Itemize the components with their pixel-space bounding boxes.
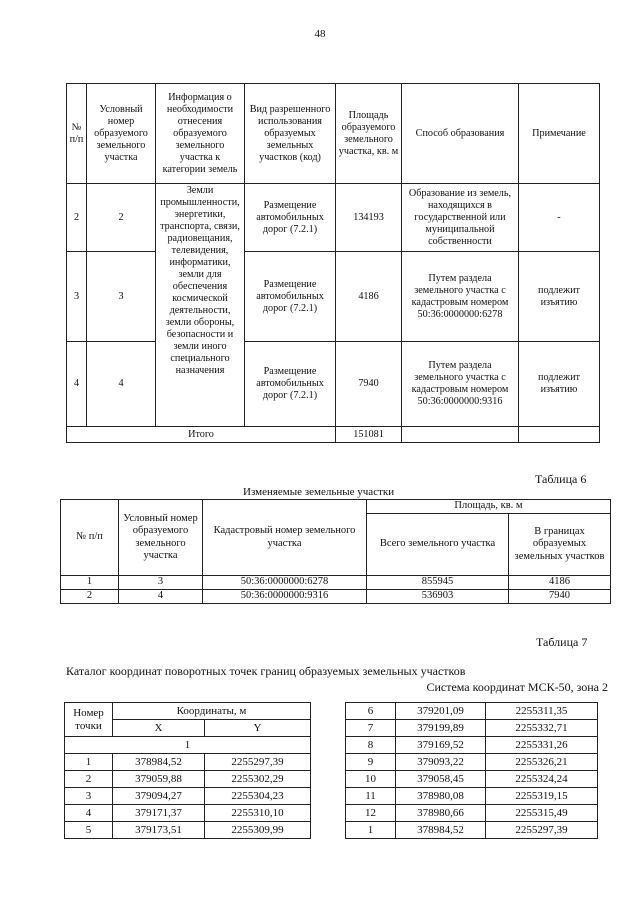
- table-row: [65, 822, 311, 839]
- cell-x: 379169,52: [396, 737, 486, 754]
- land-plots-table: [66, 83, 600, 443]
- header-cell: Условный номер образуемого земельного участка: [87, 84, 156, 184]
- cell-n: 4: [67, 342, 87, 427]
- cell-y: 2255332,71: [486, 720, 598, 737]
- cell-x: 379171,37: [113, 805, 205, 822]
- cell-n: 2: [67, 184, 87, 252]
- header-cell: Вид разрешенного использования образуемых земельных участков (код): [245, 84, 336, 184]
- cell-n: 2: [61, 590, 119, 604]
- changed-plots-table: [60, 499, 611, 604]
- header-cell: № п/п: [67, 84, 87, 184]
- table6-title: Изменяемые земельные участки: [243, 486, 395, 498]
- cell-area: 4186: [336, 252, 402, 342]
- cell-within: 7940: [509, 590, 611, 604]
- table-row: [346, 788, 598, 805]
- total-value: 151081: [336, 427, 402, 443]
- cell-y: 2255324,24: [486, 771, 598, 788]
- coords-table-left: [64, 702, 311, 839]
- header-cell: Способ образования: [402, 84, 519, 184]
- table6-caption: Таблица 6: [535, 472, 587, 486]
- cell-y: 2255326,21: [486, 754, 598, 771]
- cell-y: 2255311,35: [486, 703, 598, 720]
- cell-n: 3: [67, 252, 87, 342]
- header-coords: Координаты, м: [113, 703, 311, 720]
- table-row: [346, 771, 598, 788]
- cell-point: 8: [346, 737, 396, 754]
- table-row: [346, 754, 598, 771]
- header-cell: Площадь, кв. м: [367, 500, 611, 514]
- cell-num: 3: [87, 252, 156, 342]
- table-row: [61, 576, 611, 590]
- cell-note: подлежит изъятию: [519, 342, 600, 427]
- cell-point: 2: [65, 771, 113, 788]
- cell-total: 536903: [367, 590, 509, 604]
- total-row: [67, 427, 600, 443]
- cell-num: 4: [87, 342, 156, 427]
- cell-y: 2255315,49: [486, 805, 598, 822]
- cell-point: 11: [346, 788, 396, 805]
- cell-note: подлежит изъятию: [519, 252, 600, 342]
- cell-point: 7: [346, 720, 396, 737]
- cell-method: Образование из земель, находящихся в государственной или муниципальной собственности: [402, 184, 519, 252]
- cell-point: 6: [346, 703, 396, 720]
- coords-table-right: [345, 702, 598, 839]
- table-row: [346, 720, 598, 737]
- cell-y: 2255297,39: [205, 754, 311, 771]
- cell-x: 379093,22: [396, 754, 486, 771]
- page-number: 48: [314, 28, 326, 40]
- cell-x: 379058,45: [396, 771, 486, 788]
- header-cell: № п/п: [61, 500, 119, 576]
- cell-method: Путем раздела земельного участка с кадастровым номером 50:36:0000000:9316: [402, 342, 519, 427]
- cell-x: 378984,52: [396, 822, 486, 839]
- header-cell: Кадастровый номер земельного участка: [203, 500, 367, 576]
- total-label: Итого: [67, 427, 336, 443]
- cell-cad: 50:36:0000000:9316: [203, 590, 367, 604]
- table-row: [65, 788, 311, 805]
- cell-point: 9: [346, 754, 396, 771]
- cell-use: Размещение автомобильных дорог (7.2.1): [245, 252, 336, 342]
- cell-use: Размещение автомобильных дорог (7.2.1): [245, 184, 336, 252]
- cell-note: -: [519, 184, 600, 252]
- cell-y: 2255319,15: [486, 788, 598, 805]
- cell-cad: 50:36:0000000:6278: [203, 576, 367, 590]
- table-row: [346, 805, 598, 822]
- table-row: [65, 754, 311, 771]
- section-row: [65, 737, 311, 754]
- table7-title: Каталог координат поворотных точек границ образуемых земельных участков: [66, 664, 466, 678]
- cell-y: 2255331,26: [486, 737, 598, 754]
- cell-point: 12: [346, 805, 396, 822]
- header-cell: В границах образуемых земельных участков: [509, 514, 611, 576]
- cell-within: 4186: [509, 576, 611, 590]
- cell-x: 379094,27: [113, 788, 205, 805]
- cell-use: Размещение автомобильных дорог (7.2.1): [245, 342, 336, 427]
- cell-num: 2: [87, 184, 156, 252]
- cell-num: 3: [119, 576, 203, 590]
- cell-y: 2255310,10: [205, 805, 311, 822]
- table-row: [67, 342, 600, 427]
- cell-total: 855945: [367, 576, 509, 590]
- header-cell: Информация о необходимости отнесения образуемого земельного участка к категории земель: [156, 84, 245, 184]
- cell-point: 3: [65, 788, 113, 805]
- cell-point: 1: [65, 754, 113, 771]
- table7-caption: Таблица 7: [536, 635, 588, 649]
- cell-x: 379059,88: [113, 771, 205, 788]
- table-row: [67, 184, 600, 252]
- cell-x: 379173,51: [113, 822, 205, 839]
- cell-area: 7940: [336, 342, 402, 427]
- table-header-row: [61, 500, 611, 514]
- cell-area: 134193: [336, 184, 402, 252]
- cell-y: 2255302,29: [205, 771, 311, 788]
- cell-empty: [402, 427, 519, 443]
- cell-num: 4: [119, 590, 203, 604]
- cell-empty: [519, 427, 600, 443]
- table-row: [61, 590, 611, 604]
- table7-subtitle: Система координат МСК-50, зона 2: [426, 680, 608, 694]
- table-header-row: [65, 703, 311, 720]
- header-cell: Площадь образуемого земельного участка, кв. м: [336, 84, 402, 184]
- table-header-row: [67, 84, 600, 184]
- cell-x: 379199,89: [396, 720, 486, 737]
- cell-y: 2255297,39: [486, 822, 598, 839]
- header-point: Номер точки: [65, 703, 113, 737]
- header-cell: Условный номер образуемого земельного участка: [119, 500, 203, 576]
- cell-category: Земли промышленности, энергетики, транспорта, связи, радиовещания, телевидения, информатики, земли для обеспечения космической деятельности, земли обороны, безопасности и земли иного специального назначения: [156, 184, 245, 427]
- table-row: [346, 703, 598, 720]
- header-x: X: [113, 720, 205, 737]
- table-row: [346, 822, 598, 839]
- cell-x: 378980,66: [396, 805, 486, 822]
- header-cell: Всего земельного участка: [367, 514, 509, 576]
- table-row: [65, 805, 311, 822]
- header-cell: Примечание: [519, 84, 600, 184]
- table-row: [65, 771, 311, 788]
- cell-y: 2255309,99: [205, 822, 311, 839]
- cell-point: 1: [346, 822, 396, 839]
- cell-n: 1: [61, 576, 119, 590]
- table-row: [67, 252, 600, 342]
- section-number: 1: [65, 737, 311, 754]
- cell-point: 4: [65, 805, 113, 822]
- cell-point: 10: [346, 771, 396, 788]
- cell-point: 5: [65, 822, 113, 839]
- cell-x: 379201,09: [396, 703, 486, 720]
- cell-x: 378980,08: [396, 788, 486, 805]
- cell-x: 378984,52: [113, 754, 205, 771]
- header-y: Y: [205, 720, 311, 737]
- cell-y: 2255304,23: [205, 788, 311, 805]
- table-row: [346, 737, 598, 754]
- cell-method: Путем раздела земельного участка с кадастровым номером 50:36:0000000:6278: [402, 252, 519, 342]
